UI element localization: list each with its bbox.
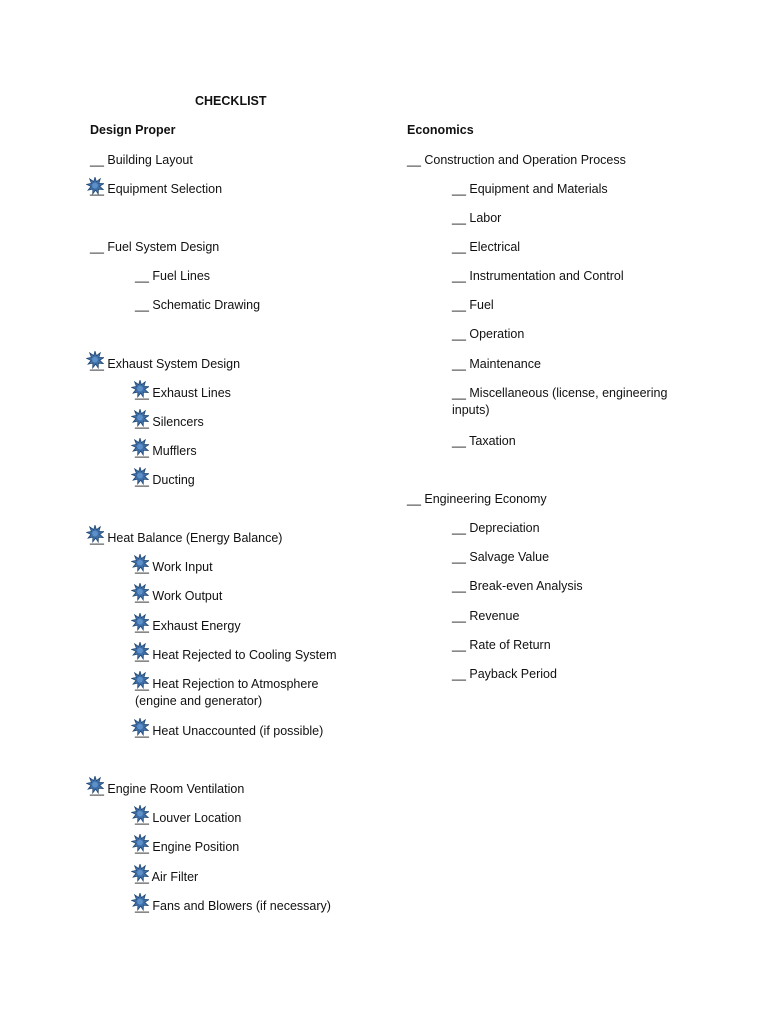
checklist-item-fans-blowers: __ Fans and Blowers (if necessary) bbox=[135, 899, 331, 913]
checklist-item-engine-room-ventilation: __ Engine Room Ventilation bbox=[90, 782, 245, 796]
checklist-item-building-layout: __ Building Layout bbox=[90, 153, 193, 167]
checklist-item-engine-position: __ Engine Position bbox=[135, 840, 240, 854]
checklist-item-work-input: __ Work Input bbox=[135, 560, 213, 574]
checklist-item-schematic-drawing: __ Schematic Drawing bbox=[135, 298, 261, 312]
checklist-item-heat-unaccounted: __ Heat Unaccounted (if possible) bbox=[135, 724, 324, 738]
design-proper-heading: Design Proper bbox=[90, 123, 176, 137]
checklist-item-mufflers: __ Mufflers bbox=[135, 444, 197, 458]
checklist-item-ducting: __ Ducting bbox=[135, 473, 195, 487]
checklist-item-air-filter: __ Air Filter bbox=[135, 870, 199, 884]
checklist-item-heat-rejection-atmosphere: __ Heat Rejection to Atmosphere (engine and generator) bbox=[135, 677, 319, 708]
checklist-item-taxation: __ Taxation bbox=[452, 434, 516, 448]
checklist-item-fuel: __ Fuel bbox=[452, 298, 494, 312]
checklist-item-payback-period: __ Payback Period bbox=[452, 667, 557, 681]
checklist-item-fuel-lines: __ Fuel Lines bbox=[135, 269, 211, 283]
checklist-item-construction-operation: __ Construction and Operation Process bbox=[407, 153, 626, 167]
checklist-item-electrical: __ Electrical bbox=[452, 240, 521, 254]
checklist-item-heat-balance: __ Heat Balance (Energy Balance) bbox=[90, 531, 283, 545]
checklist-item-louver-location: __ Louver Location bbox=[135, 811, 242, 825]
checklist-item-revenue: __ Revenue bbox=[452, 609, 520, 623]
checklist-item-miscellaneous: __ Miscellaneous (license, engineering inputs) bbox=[452, 386, 668, 417]
checklist-item-exhaust-energy: __ Exhaust Energy bbox=[135, 619, 241, 633]
checklist-item-exhaust-system-design: __ Exhaust System Design bbox=[90, 357, 241, 371]
checklist-item-heat-rejected-cooling: __ Heat Rejected to Cooling System bbox=[135, 648, 337, 662]
page-title: CHECKLIST bbox=[195, 94, 267, 108]
checklist-item-work-output: __ Work Output bbox=[135, 589, 223, 603]
economics-heading: Economics bbox=[407, 123, 474, 137]
checklist-item-instrumentation-control: __ Instrumentation and Control bbox=[452, 269, 624, 283]
checklist-item-engineering-economy: __ Engineering Economy bbox=[407, 492, 547, 506]
checklist-item-operation: __ Operation bbox=[452, 327, 525, 341]
checklist-item-exhaust-lines: __ Exhaust Lines bbox=[135, 386, 231, 400]
checklist-item-equipment-materials: __ Equipment and Materials bbox=[452, 182, 608, 196]
checklist-item-fuel-system-design: __ Fuel System Design bbox=[90, 240, 220, 254]
checklist-item-salvage-value: __ Salvage Value bbox=[452, 550, 550, 564]
checklist-item-depreciation: __ Depreciation bbox=[452, 521, 540, 535]
checklist-item-rate-of-return: __ Rate of Return bbox=[452, 638, 551, 652]
checklist-item-labor: __ Labor bbox=[452, 211, 502, 225]
checklist-item-maintenance: __ Maintenance bbox=[452, 357, 541, 371]
checklist-item-break-even: __ Break-even Analysis bbox=[452, 579, 583, 593]
checklist-item-silencers: __ Silencers bbox=[135, 415, 204, 429]
checklist-item-equipment-selection: __ Equipment Selection bbox=[90, 182, 223, 196]
